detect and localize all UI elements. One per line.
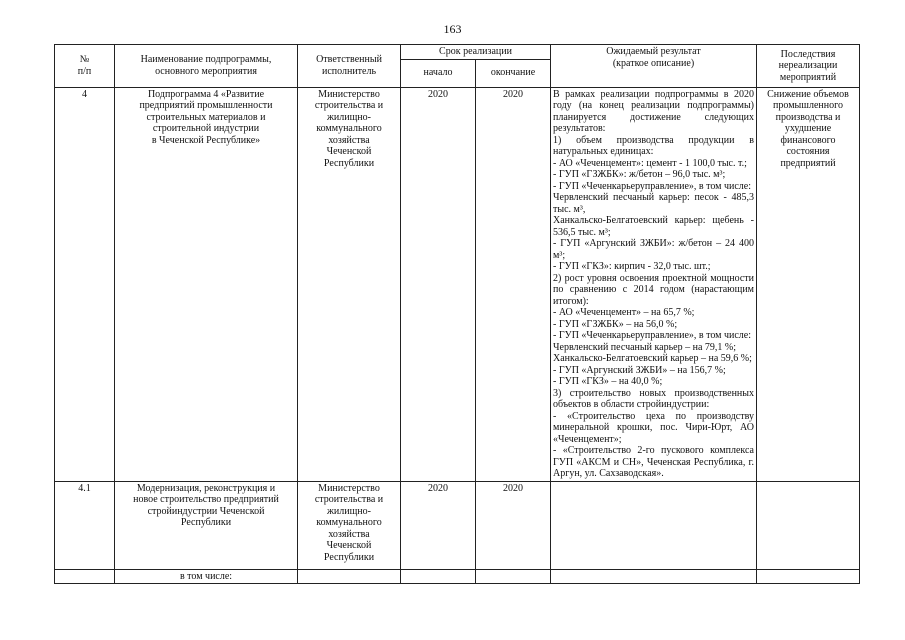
header-result: Ожидаемый результат (краткое описание) [551,45,757,88]
table-row [55,481,860,569]
non-implementation-consequence: Снижение объемов промышленного производства и ухудшение финансового состояния предприятий [757,87,860,481]
start-year: 2020 [401,481,476,569]
header-number: № п/п [55,45,115,88]
measure-name: Модернизация, реконструкция и новое строительство предприятий стройиндустрии Чеченской Республики [115,481,298,569]
row-number [55,569,115,584]
expected-result: В рамках реализации подпрограммы в 2020 году (на конец реализации подпрограммы) планируется достижение следующих результатов: 1) объем производства продукции в натуральных единицах: - АО «Чеченцемент»: цемент - 1 100,0 тыс. т.; - ГУП «ГЗЖБК»: ж/бетон – 96,0 тыс. м³; - ГУП «Чеченкарьеруправление», в том числе: Червленский песчаный карьер: песок - 485,3 тыс. м³, Ханкальско-Белгатоевский карьер: щебень - 536,5 тыс. м³; - ГУП «Аргунский ЗЖБИ»: ж/бетон – 24 400 м³; - ГУП «ГКЗ»: кирпич - 32,0 тыс. шт.; 2) рост уровня освоения проектной мощности по сравнению с 2014 годом (нарастающим итогом): - АО «Чеченцемент» – на 65,7 %; - ГУП «ГЗЖБК» – на 56,0 %; - ГУП «Чеченкарьеруправление», в том числе: Червленский песчаный карьер – на 79,1 %; Ханкальско-Белгатоевский карьер – на 59,6 %; - ГУП «Аргунский ЗЖБИ» – на 156,7 %; - ГУП «ГКЗ» – на 40,0 %; 3) строительство новых производственных объектов в области стройиндустрии: - «Строительство цеха по производству минеральной крошки, пос. Чири-Юрт, АО «Чеченцемент»; - «Строительство 2-го пускового комплекса ГУП «АКСМ и СН», Чеченская Республика, г. Аргун, ул. Сахзаводская». [551,87,757,481]
including-label: в том числе: [115,569,298,584]
page-number: 163 [443,22,462,36]
responsible-executor: Министерство строительства и жилищно- коммунального хозяйства Чеченской Республики [298,87,401,481]
program-table [54,44,860,584]
end-year: 2020 [476,481,551,569]
table-row [55,569,860,584]
responsible-executor: Министерство строительства и жилищно- коммунального хозяйства Чеченской Республики [298,481,401,569]
non-implementation-consequence [757,481,860,569]
responsible-executor [298,569,401,584]
start-year [401,569,476,584]
non-implementation-consequence [757,569,860,584]
end-year [476,569,551,584]
start-year: 2020 [401,87,476,481]
header-consequence: Последствия нереализации мероприятий [757,45,860,88]
expected-result [551,569,757,584]
header-responsible: Ответственный исполнитель [298,45,401,88]
row-number: 4 [55,87,115,481]
end-year: 2020 [476,87,551,481]
table-row [55,87,860,481]
expected-result [551,481,757,569]
header-end: окончание [476,59,551,87]
row-number: 4.1 [55,481,115,569]
header-name: Наименование подпрограммы, основного мероприятия [115,45,298,88]
program-name: Подпрограмма 4 «Развитие предприятий промышленности строительных материалов и строительной индустрии в Чеченской Республике» [115,87,298,481]
header-term: Срок реализации [401,45,551,60]
header-start: начало [401,59,476,87]
